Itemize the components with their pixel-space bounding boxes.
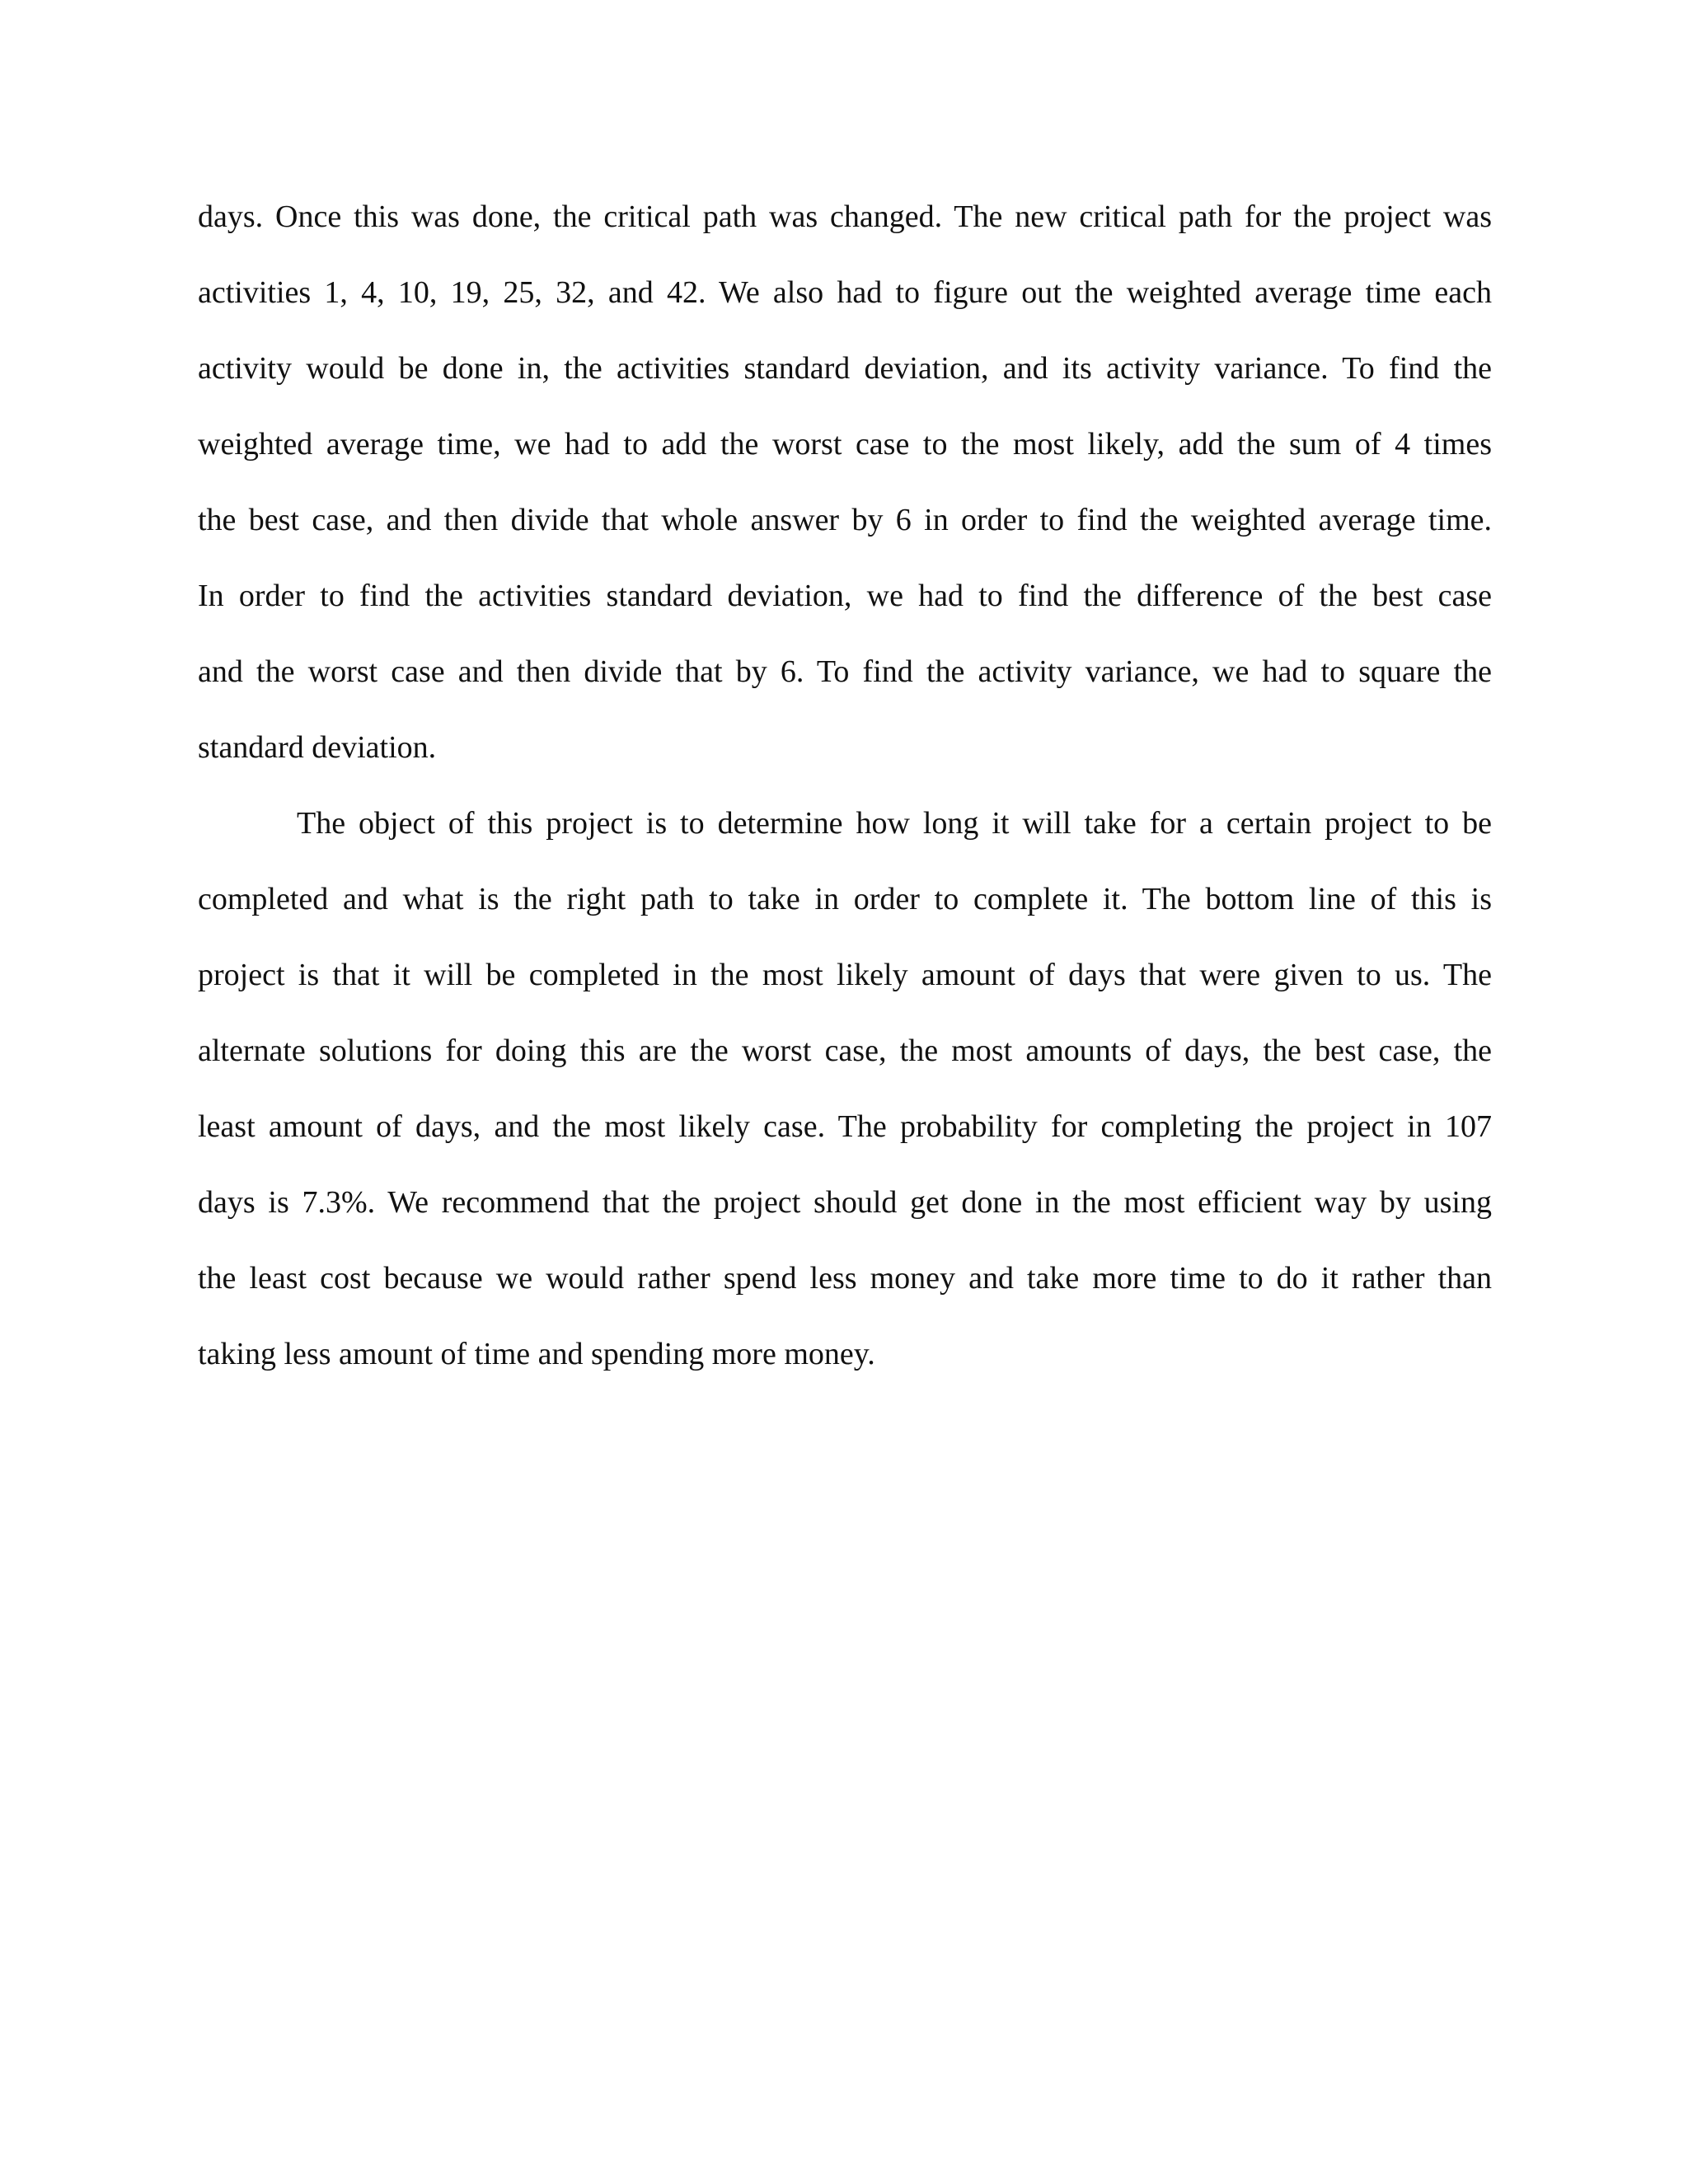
text-line: project is that it will be completed in the most likely amount of days that were given to us. The (198, 958, 1492, 992)
text-line: activity would be done in, the activities standard deviation, and its activity variance. To find the (198, 351, 1492, 386)
body-text (198, 188, 1492, 1401)
text-line: the best case, and then divide that whole answer by 6 in order to find the weighted average time. (198, 503, 1492, 537)
paragraph-2 (198, 794, 1492, 1401)
text-line: In order to find the activities standard deviation, we had to find the difference of the best case (198, 579, 1492, 613)
text-line: standard deviation. (198, 730, 437, 765)
text-line: and the worst case and then divide that by 6. To find the activity variance, we had to square the (198, 654, 1492, 689)
text-line: alternate solutions for doing this are the worst case, the most amounts of days, the best case, the (198, 1033, 1492, 1068)
text-line: the least cost because we would rather spend less money and take more time to do it rather than (198, 1261, 1492, 1296)
paragraph-1 (198, 188, 1492, 794)
text-line: taking less amount of time and spending more money. (198, 1337, 875, 1371)
text-line: days. Once this was done, the critical path was changed. The new critical path for the project was (198, 199, 1492, 234)
text-line: activities 1, 4, 10, 19, 25, 32, and 42. We also had to figure out the weighted average time each (198, 275, 1492, 310)
text-line: completed and what is the right path to take in order to complete it. The bottom line of this is (198, 882, 1492, 916)
text-line: weighted average time, we had to add the worst case to the most likely, add the sum of 4 times (198, 427, 1492, 462)
text-line: The object of this project is to determine how long it will take for a certain project to be (297, 806, 1492, 841)
text-line: days is 7.3%. We recommend that the project should get done in the most efficient way by using (198, 1185, 1492, 1220)
text-line: least amount of days, and the most likely case. The probability for completing the project in 107 (198, 1109, 1492, 1144)
